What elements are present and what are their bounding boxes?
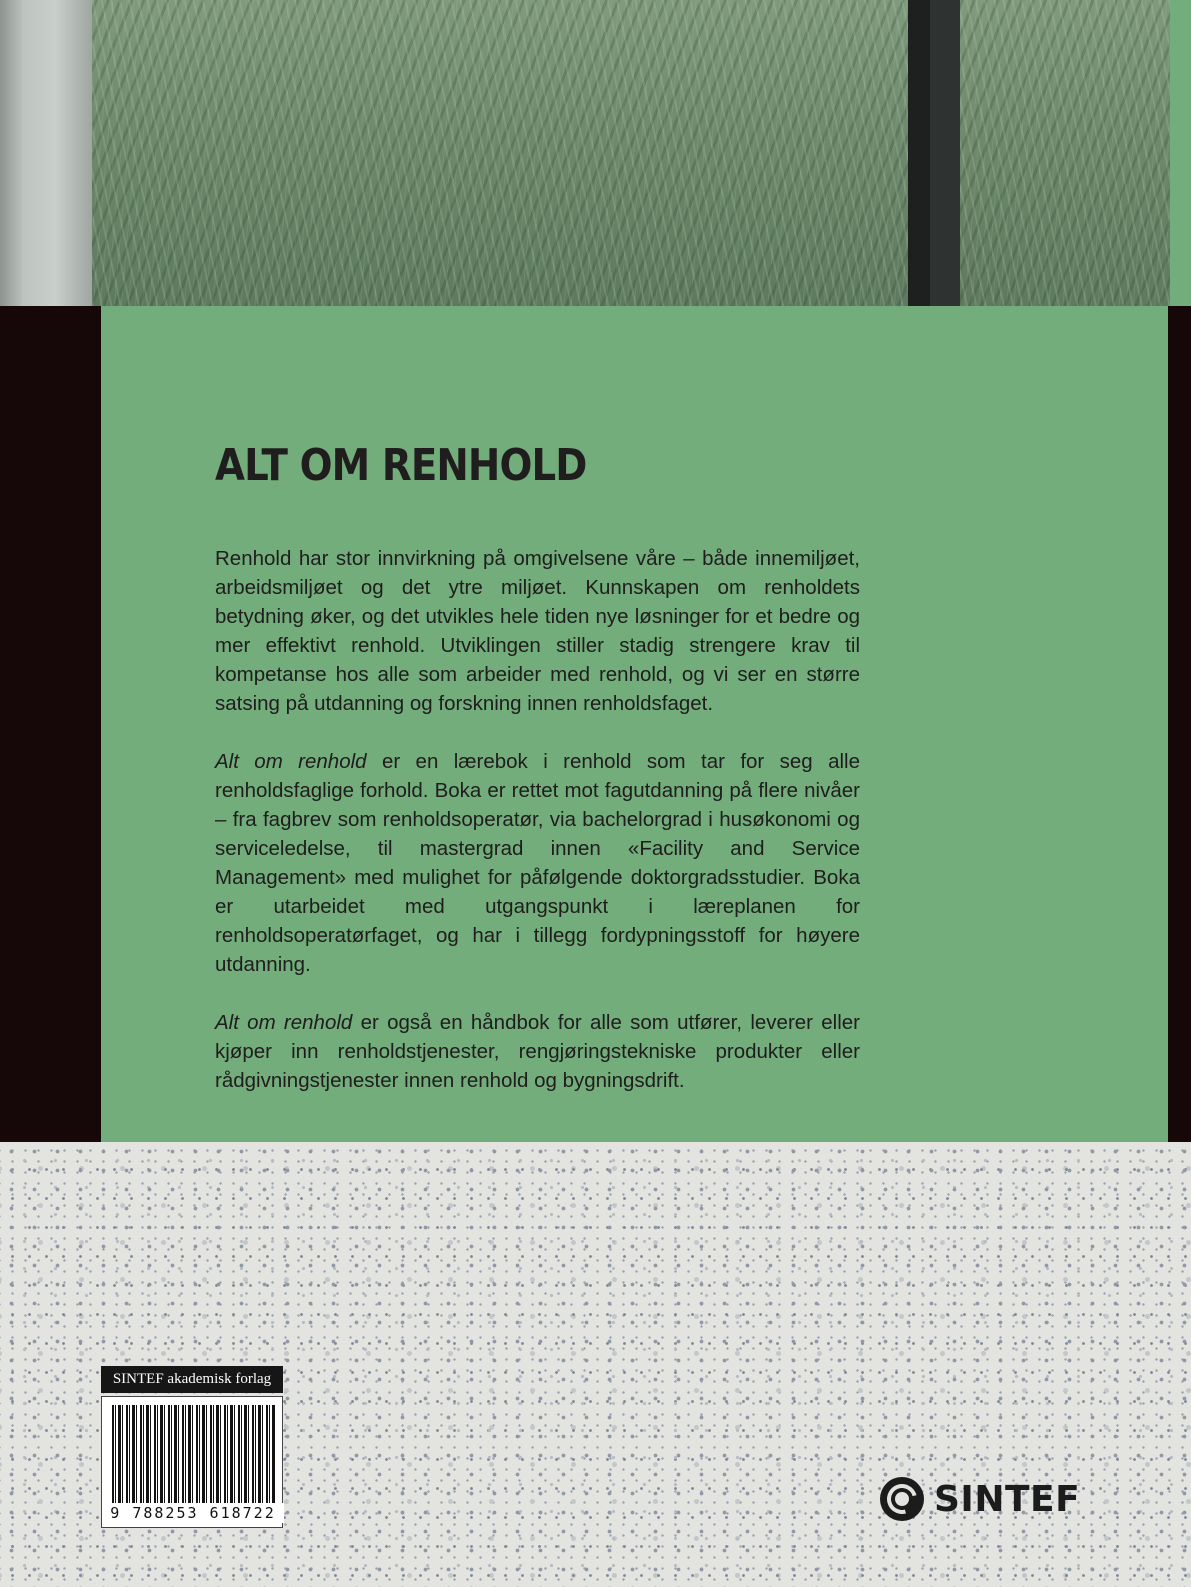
- blurb-paragraph-2: [215, 747, 860, 979]
- publisher-label: SINTEF akademisk forlag: [101, 1366, 283, 1393]
- book-title: ALT OM RENHOLD: [215, 440, 587, 491]
- book-title-italic: Alt om renhold: [215, 750, 367, 773]
- barcode-bars: [112, 1405, 276, 1503]
- sintef-logo: [880, 1476, 1080, 1522]
- blurb-paragraph-1: [215, 544, 860, 718]
- isbn-number: 9 788253 618722: [102, 1503, 284, 1523]
- green-edge-strip: [1170, 0, 1191, 306]
- paragraph-text: er en lærebok i renhold som tar for seg alle renholdsfaglige forhold. Boka er rettet mot fagutdanning på flere nivåer – fra fagbrev som renholdsoperatør, via bachelorgrad i husøkonomi og serviceledelse, til mastergrad innen «Facility and Service Management» med mulighet for påfølgende doktorgradsstudier. Boka er utarbeidet med utgangspunkt i læreplanen for renholdsoperatørfaget, og har i tillegg fordypningsstoff for høyere utdanning.: [215, 750, 860, 976]
- window-frame: [908, 0, 930, 306]
- sintef-logo-text: SINTEF: [934, 1478, 1081, 1520]
- paragraph-text: Renhold har stor innvirkning på omgivelsene våre – både innemiljøet, arbeidsmiljøet og det ytre miljøet. Kunnskapen om renholdets betydning øker, og det utvikles hele tiden nye løsninger for et bedre og mer effektivt renhold. Utviklingen stiller stadig strengere krav til kompetanse hos alle som arbeider med renhold, og vi ser en større satsing på utdanning og forskning innen renholdsfaget.: [215, 547, 860, 715]
- book-title-italic: Alt om renhold: [215, 1011, 353, 1034]
- cover-photo-grass: [0, 0, 1191, 306]
- blurb: [215, 544, 860, 1124]
- sintef-logo-icon: [880, 1477, 924, 1521]
- blurb-paragraph-3: [215, 1008, 860, 1095]
- isbn-barcode: [101, 1396, 283, 1528]
- paragraph-text: er også en håndbok for alle som utfører, leverer eller kjøper inn renholdstjenester, rengjøringstekniske produkter eller rådgivningstjenester innen renhold og bygningsdrift.: [215, 1011, 860, 1092]
- window-wall-edge: [0, 0, 22, 306]
- window-frame-side: [930, 0, 960, 306]
